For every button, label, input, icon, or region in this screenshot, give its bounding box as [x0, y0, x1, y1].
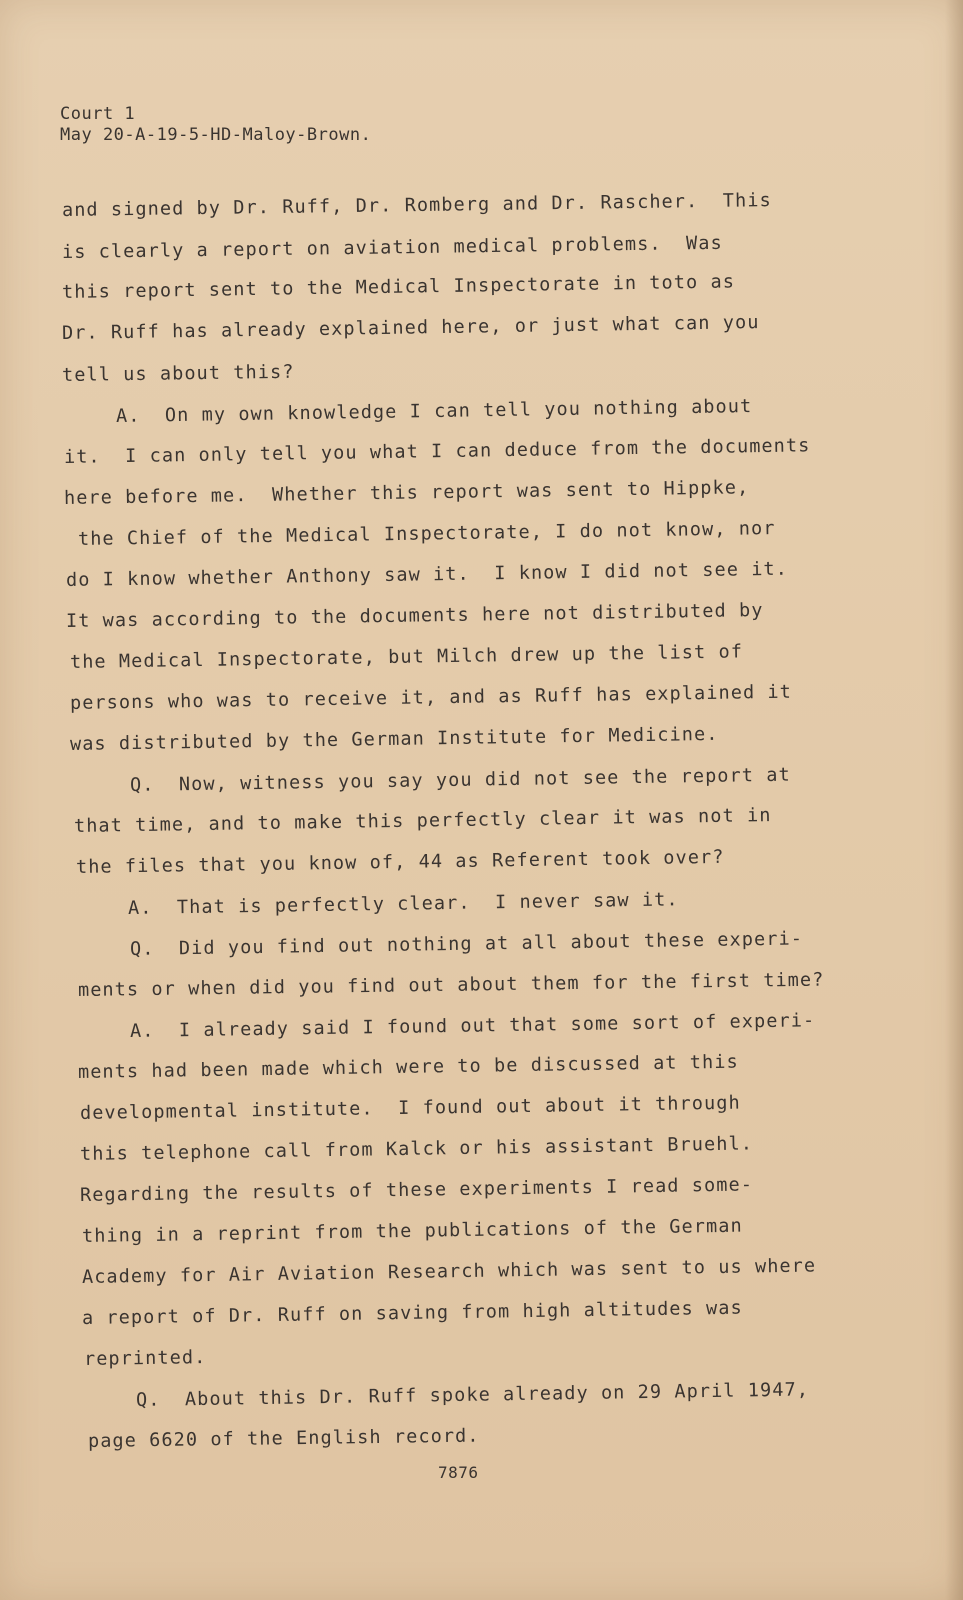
transcript-line: Q. Did you find out nothing at all about these experi- — [129, 928, 804, 960]
session-code-line: May 20-A-19-5-HD-Maloy-Brown. — [60, 125, 372, 145]
transcript-line: this telephone call from Kalck or his assistant Bruehl. — [79, 1133, 754, 1165]
document-header — [60, 104, 371, 146]
transcript-line: Academy for Air Aviation Research which was sent to us where — [81, 1255, 817, 1288]
transcript-line: the Chief of the Medical Inspectorate, I do not know, nor — [77, 518, 776, 550]
transcript-line: the files that you know of, 44 as Referent took over? — [75, 846, 725, 878]
transcript-line: ments had been made which were to be discussed at this — [77, 1051, 739, 1083]
transcript-line: ments or when did you find out about them for the first time? — [77, 969, 825, 1001]
transcript-line: A. That is perfectly clear. I never saw it. — [127, 889, 679, 919]
transcript-line: this report sent to the Medical Inspectorate in toto as — [61, 271, 736, 303]
transcript-line: was distributed by the German Institute for Medicine. — [69, 723, 719, 755]
transcript-line: persons who was to receive it, and as Ruff has explained it — [69, 681, 793, 714]
transcript-line: reprinted. — [83, 1347, 207, 1370]
transcript-line: Q. About this Dr. Ruff spoke already on 29 April 1947, — [135, 1379, 810, 1411]
transcript-line: a report of Dr. Ruff on saving from high altitudes was — [81, 1297, 743, 1329]
transcript-line: is clearly a report on aviation medical problems. Was — [61, 232, 723, 263]
transcript-line: do I know whether Anthony saw it. I know I did not see it. — [65, 558, 789, 591]
transcript-line: and signed by Dr. Ruff, Dr. Romberg and Dr. Rascher. This — [61, 190, 772, 221]
page-number: 7876 — [438, 1463, 479, 1482]
transcript-line: It was according to the documents here not distributed by — [65, 600, 764, 632]
transcript-line: Regarding the results of these experiments I read some- — [79, 1174, 754, 1206]
transcript-line: that time, and to make this perfectly clear it was not in — [73, 805, 772, 837]
transcript-line: here before me. Whether this report was sent to Hippke, — [63, 477, 750, 509]
transcript-line: Dr. Ruff has already explained here, or just what can you — [61, 312, 760, 344]
transcript-line: A. On my own knowledge I can tell you nothing about — [115, 396, 753, 427]
transcript-line: page 6620 of the English record. — [87, 1425, 480, 1452]
transcript-line: A. I already said I found out that some sort of experi- — [129, 1010, 816, 1042]
transcript-line: Q. Now, witness you say you did not see the report at — [129, 764, 791, 796]
transcript-line: developmental institute. I found out about it through — [79, 1092, 741, 1124]
court-line: Court 1 — [60, 104, 136, 124]
transcript-line: it. I can only tell you what I can deduce from the documents — [63, 435, 811, 468]
transcript-line: tell us about this? — [61, 361, 295, 386]
transcript-line: the Medical Inspectorate, but Milch drew up the list of — [69, 641, 744, 673]
transcript-line: thing in a reprint from the publications of the German — [81, 1215, 743, 1247]
